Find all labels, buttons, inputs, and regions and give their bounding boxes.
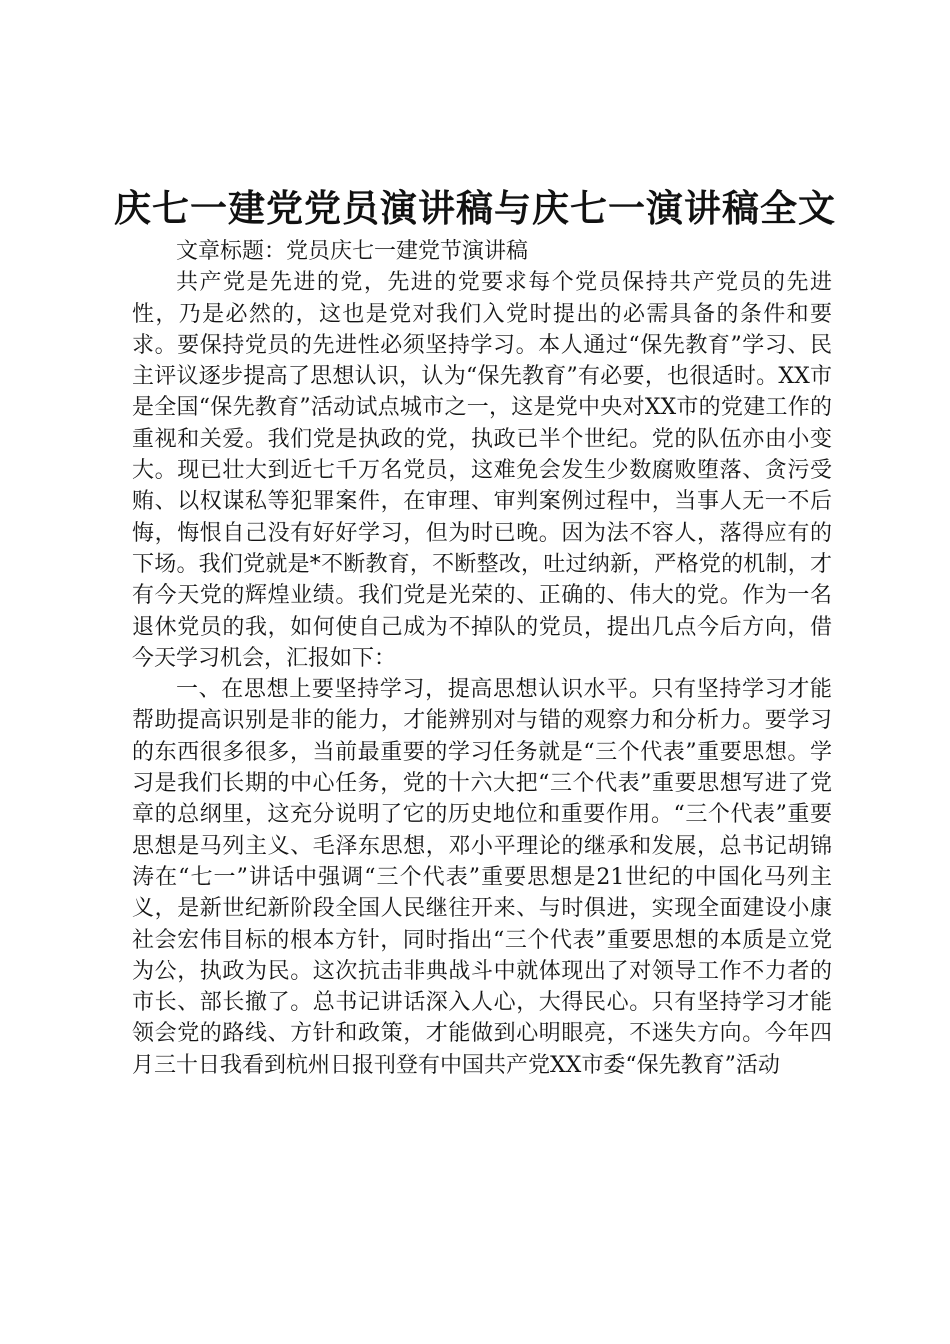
paragraph: 共产党是先进的党，先进的党要求每个党员保持共产党员的先进性，乃是必然的，这也是党对我们入党时提出的必需具备的条件和要求。要保持党员的先进性必须坚持学习。本人通过“保先教育”学习、民主评议逐步提高了思想认识，认为“保先教育”有必要，也很适时。XX市是全国“保先教育”活动试点城市之一，这是党中央对XX市的党建工作的重视和关爱。我们党是执政的党，执政已半个世纪。党的队伍亦由小变大。现已壮大到近七千万名党员，这难免会发生少数腐败堕落、贪污受贿、以权谋私等犯罪案件，在审理、审判案例过程中，当事人无一不后悔，悔恨自己没有好好学习，但为时已晚。因为法不容人，落得应有的下场。我们党就是*不断教育，不断整改，吐过纳新，严格党的机制，才有今天党的辉煌业绩。我们党是光荣的、正确的、伟大的党。作为一名退休党员的我，如何使自己成为不掉队的党员，提出几点今后方向，借今天学习机会，汇报如下： <box>132 270 832 671</box>
article-title-line: 文章标题：党员庆七一建党节演讲稿 <box>176 239 529 264</box>
paragraph: 一、在思想上要坚持学习，提高思想认识水平。只有坚持学习才能帮助提高识别是非的能力，才能辨别对与错的观察力和分析力。要学习的东西很多很多，当前最重要的学习任务就是“三个代表”重要思想。学习是我们长期的中心任务，党的十六大把“三个代表”重要思想写进了党章的总纲里，这充分说明了它的历史地位和重要作用。“三个代表”重要思想是马列主义、毛泽东思想，邓小平理论的继承和发展，总书记胡锦涛在“七一”讲话中强调“三个代表”重要思想是21世纪的中国化马列主义，是新世纪新阶段全国人民继往开来、与时俱进，实现全面建设小康社会宏伟目标的根本方针，同时指出“三个代表”重要思想的本质是立党为公，执政为民。这次抗击非典战斗中就体现出了对领导工作不力者的市长、部长撤了。总书记讲话深入人心，大得民心。只有坚持学习才能领会党的路线、方针和政策，才能做到心明眼亮，不迷失方向。今年四月三十日我看到杭州日报刊登有中国共产党XX市委“保先教育”活动 <box>132 677 832 1078</box>
document-title: 庆七一建党党员演讲稿与庆七一演讲稿全文 <box>114 186 836 230</box>
document-body <box>132 236 832 1081</box>
